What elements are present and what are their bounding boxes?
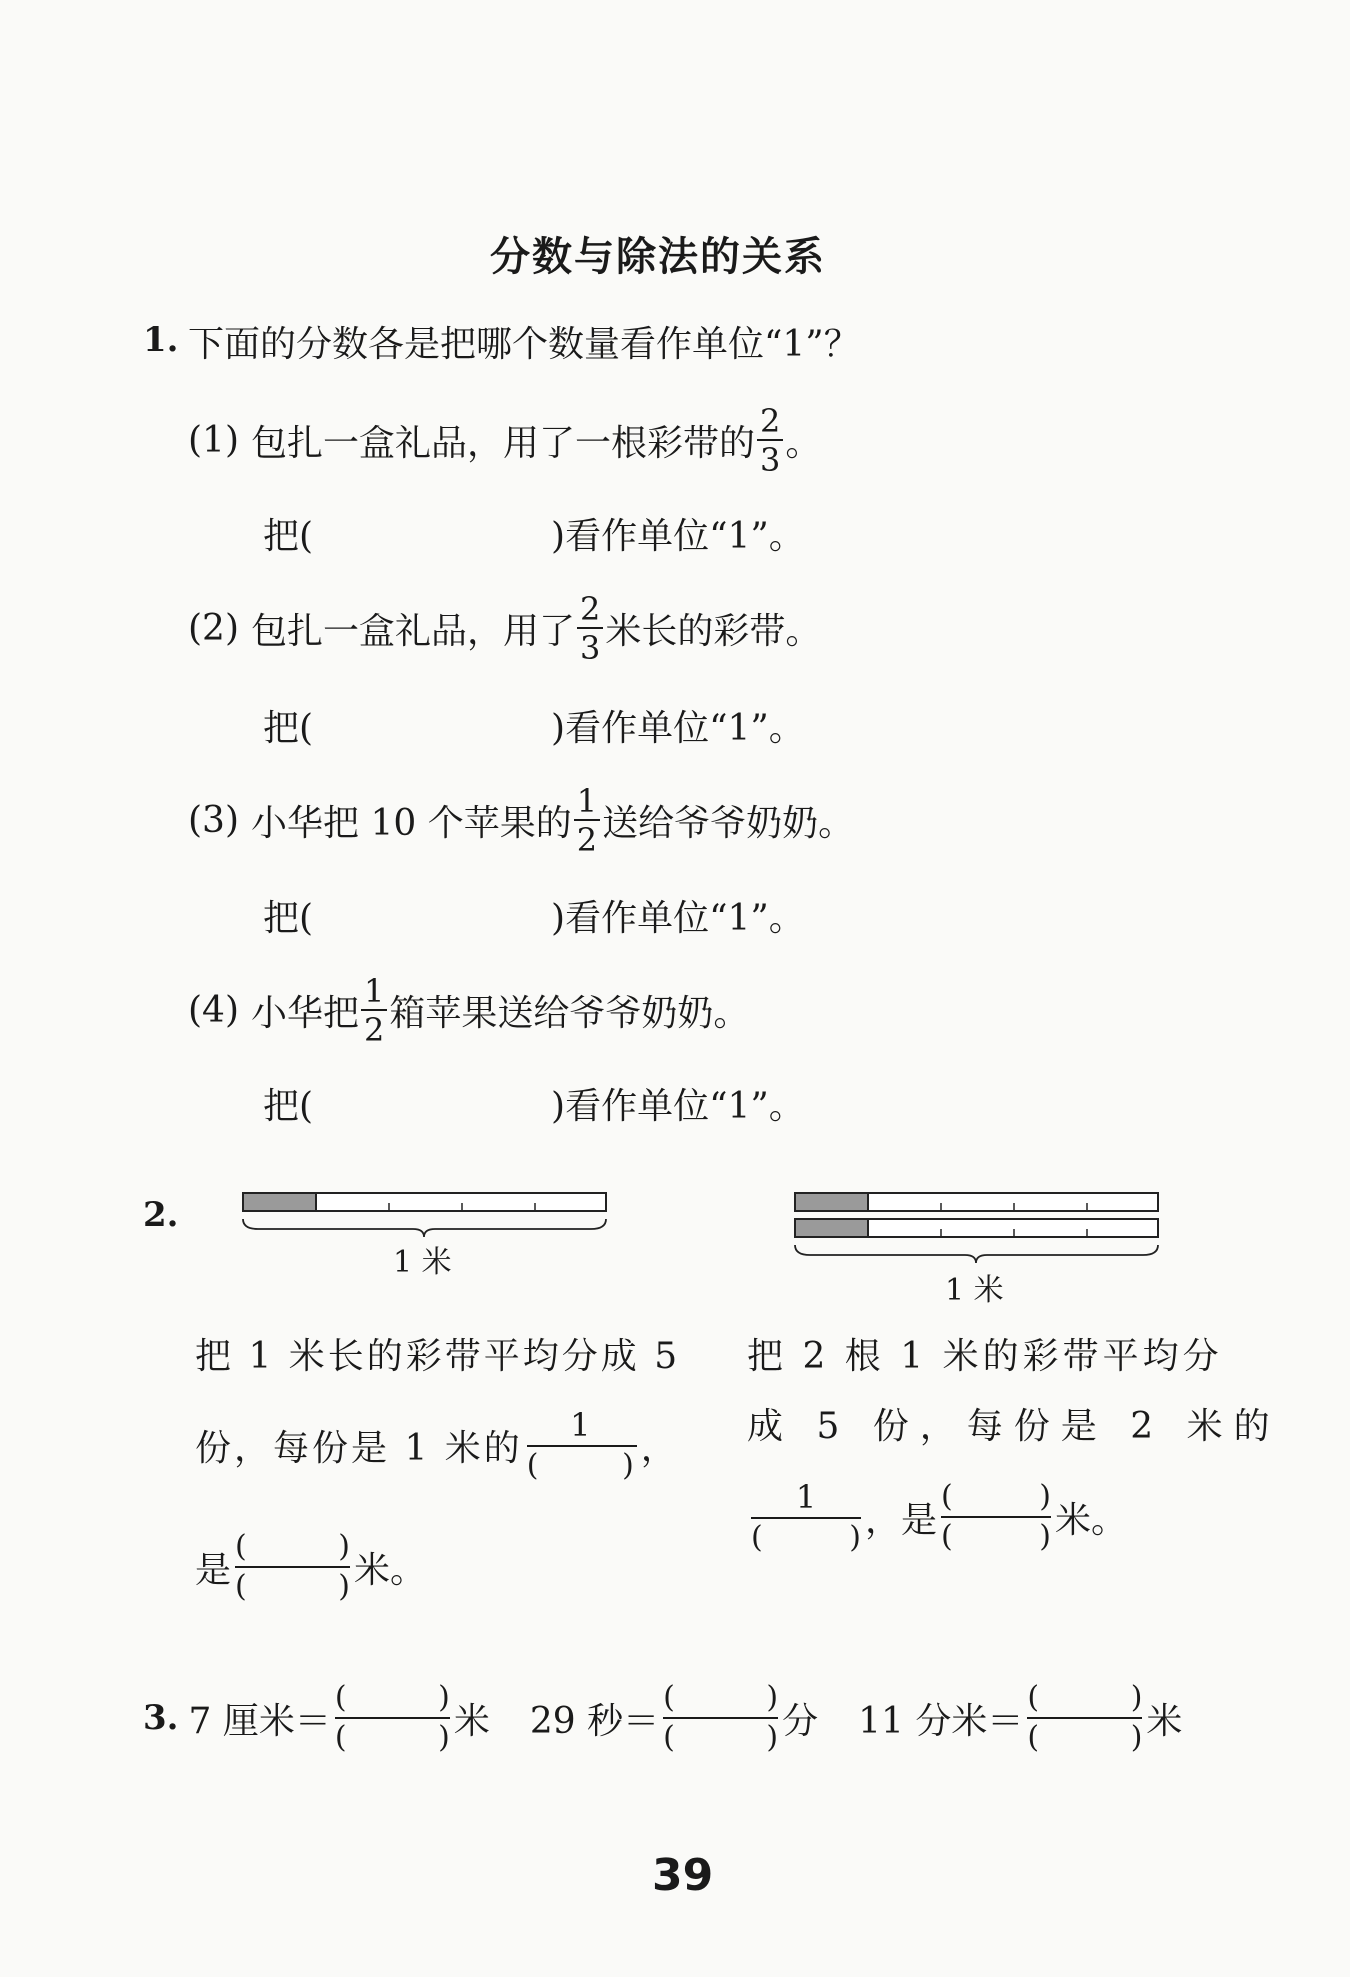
question-3-number: 3. — [143, 1698, 179, 1738]
q1-item-text-after: 米长的彩带。 — [605, 610, 822, 652]
fraction-denominator-blank[interactable]: ( ) — [526, 1448, 637, 1483]
q1-item-label: (2) — [188, 607, 239, 649]
q1-answer-line-2 — [263, 700, 805, 751]
fraction-numerator-blank[interactable]: ( ) — [235, 1532, 350, 1568]
q3-item-1-text: 7 厘米＝ — [188, 1700, 331, 1742]
q2-right-text: 米。 — [1055, 1499, 1128, 1541]
fraction-denominator-blank[interactable]: ( ) — [1027, 1720, 1143, 1755]
answer-prefix: 把( — [263, 516, 314, 557]
fraction-denominator-blank[interactable]: ( ) — [941, 1519, 1052, 1554]
q1-item-text: 小华把 — [251, 992, 360, 1034]
q3-item-3-unit: 米 — [1146, 1700, 1183, 1742]
q1-item-text-after: 。 — [785, 422, 822, 464]
q1-item-text: 包扎一盒礼品，用了 — [251, 610, 576, 652]
fraction-denominator-blank[interactable]: ( ) — [663, 1720, 779, 1755]
q1-item-3 — [188, 780, 854, 860]
q2-right-line-3 — [747, 1477, 1127, 1557]
fraction-numerator: 1 — [574, 785, 600, 821]
q1-item-text: 包扎一盒礼品，用了一根彩带的 — [251, 422, 756, 464]
q2-left-line-1: 把 1 米长的彩带平均分成 5 — [195, 1336, 681, 1377]
fraction-denominator: 2 — [364, 1010, 385, 1049]
fraction-blank[interactable] — [526, 1406, 637, 1483]
brace — [795, 1245, 1158, 1263]
question-3-row — [143, 1678, 1182, 1758]
fraction-denominator: 3 — [580, 628, 601, 667]
fraction-numerator-blank[interactable]: ( ) — [663, 1683, 778, 1719]
fraction-blank[interactable] — [663, 1680, 779, 1755]
q1-item-1 — [188, 400, 821, 480]
q1-answer-line-3 — [263, 890, 805, 941]
answer-prefix: 把( — [263, 708, 314, 749]
fraction-numerator: 2 — [757, 405, 783, 441]
answer-prefix: 把( — [263, 1086, 314, 1127]
q2-left-line-2 — [195, 1405, 680, 1485]
q1-item-label: (1) — [188, 419, 239, 461]
fraction-denominator-blank[interactable]: ( ) — [751, 1520, 861, 1555]
fraction — [577, 589, 603, 667]
shaded-segment — [795, 1193, 868, 1211]
q2-left-text: ， — [640, 1427, 680, 1469]
fraction-numerator: 1 — [751, 1481, 861, 1519]
q1-answer-line-4 — [263, 1078, 805, 1129]
fraction-numerator-blank[interactable]: ( ) — [335, 1683, 450, 1719]
q3-item-2-unit: 分 — [782, 1700, 819, 1742]
shaded-segment — [243, 1193, 316, 1211]
q2-right-line-2: 成 5 份，每份是 2 米的 — [747, 1406, 1281, 1447]
fraction-denominator-blank[interactable]: ( ) — [235, 1569, 351, 1604]
fraction-denominator-blank[interactable]: ( ) — [334, 1720, 450, 1755]
q2-right-text: ，是 — [865, 1499, 938, 1541]
fraction-numerator-blank[interactable]: ( ) — [941, 1482, 1051, 1518]
answer-suffix: )看作单位“1”。 — [551, 516, 805, 557]
fraction — [361, 971, 387, 1049]
q1-item-2 — [188, 588, 821, 668]
answer-suffix: )看作单位“1”。 — [551, 1086, 805, 1127]
shaded-segment — [795, 1219, 868, 1237]
fraction-numerator: 1 — [361, 975, 387, 1011]
q1-item-text-after: 箱苹果送给爷爷奶奶。 — [389, 992, 750, 1034]
fraction-denominator: 2 — [576, 820, 598, 859]
fraction-blank[interactable] — [751, 1478, 861, 1555]
fraction-blank[interactable] — [235, 1529, 351, 1604]
q2-left-text: 份，每份是 1 米的 — [195, 1427, 523, 1469]
question-1-prompt: 下面的分数各是把哪个数量看作单位“1”？ — [188, 324, 860, 365]
fraction-numerator: 2 — [577, 593, 603, 629]
q3-item-3-text: 11 分米＝ — [858, 1700, 1024, 1742]
q2-left-line-3 — [195, 1527, 426, 1607]
fraction-blank[interactable] — [334, 1680, 450, 1755]
question-2-number: 2. — [143, 1195, 179, 1235]
q3-item-1-unit: 米 — [453, 1700, 490, 1742]
fraction-blank[interactable] — [1027, 1680, 1143, 1755]
fraction-blank[interactable] — [941, 1479, 1052, 1554]
brace — [243, 1219, 606, 1237]
q1-item-label: (4) — [188, 989, 239, 1031]
answer-suffix: )看作单位“1”。 — [551, 708, 805, 749]
fraction-numerator-blank[interactable]: ( ) — [1027, 1683, 1142, 1719]
fraction — [757, 401, 783, 479]
q3-item-2-text: 29 秒＝ — [529, 1700, 660, 1742]
q1-item-text-after: 送给爷爷奶奶。 — [602, 802, 855, 844]
q1-item-text: 小华把 10 个苹果的 — [251, 802, 572, 844]
q2-left-text: 是 — [195, 1549, 232, 1591]
answer-suffix: )看作单位“1”。 — [551, 898, 805, 939]
q2-left-text: 米。 — [354, 1549, 427, 1591]
q2-right-line-1: 把 2 根 1 米的彩带平均分 — [747, 1336, 1223, 1377]
page-number: 39 — [652, 1850, 714, 1901]
q1-answer-line-1 — [263, 508, 805, 559]
q1-item-label: (3) — [188, 799, 239, 841]
fraction — [574, 781, 600, 859]
diagram-label-right: 1 米 — [945, 1273, 1004, 1308]
page-title: 分数与除法的关系 — [490, 234, 826, 280]
fraction-numerator: 1 — [527, 1409, 637, 1447]
q1-item-4 — [188, 970, 749, 1050]
fraction-denominator: 3 — [760, 440, 781, 479]
answer-prefix: 把( — [263, 898, 314, 939]
diagram-label-left: 1 米 — [393, 1245, 452, 1280]
question-1-number: 1. — [143, 320, 179, 360]
